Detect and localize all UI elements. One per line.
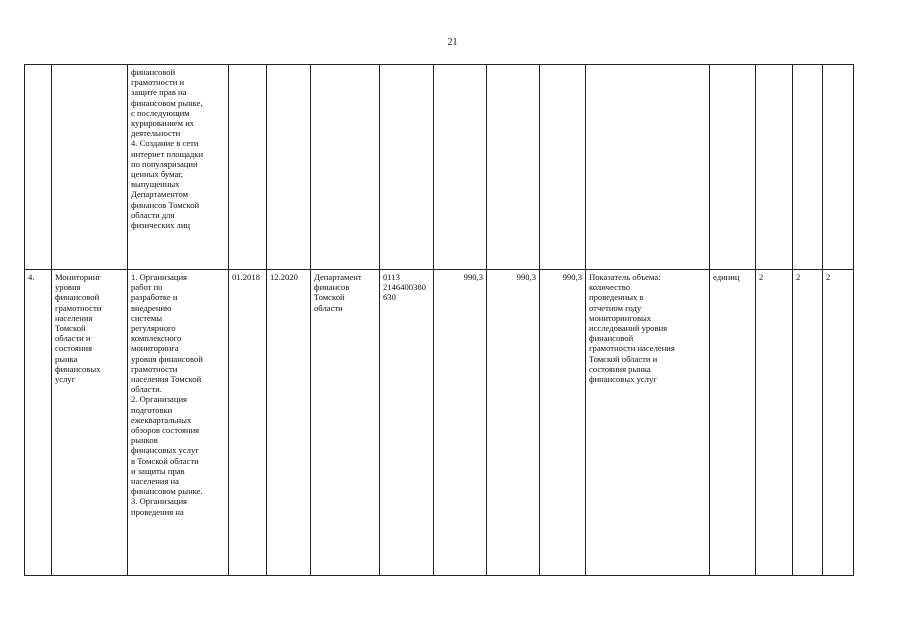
end-date-cell: 12.2020 (267, 270, 311, 576)
funding-cell (434, 65, 487, 270)
unit-cell: единиц (710, 270, 756, 576)
activity-name-cell (52, 65, 128, 270)
funding-cell: 990,3 (434, 270, 487, 576)
value-cell: 2 (756, 270, 793, 576)
activity-name-cell: Мониторинг уровня финансовой грамотности населения Томской области и состояния рынка финансовых услуг (52, 270, 128, 576)
indicator-cell (586, 65, 710, 270)
value-cell (756, 65, 793, 270)
budget-code-cell (380, 65, 434, 270)
table-row (25, 65, 854, 270)
value-cell: 2 (823, 270, 854, 576)
value-cell (823, 65, 854, 270)
indicator-cell: Показатель объема: количество проведенных в отчетном году мониторинговых исследований уровня финансовой грамотности населения Томской области и состояния рынка финансовых услуг (586, 270, 710, 576)
activity-description-cell: 1. Организация работ по разработке и внедрению системы регулярного комплексного мониторинга уровня финансовой грамотности населения Томской области. 2. Организация подготовки ежеквартальных обзоров состояния рынков финансовых услуг в Томской области и защиты прав населения на финансовом рынке. 3. Организация проведения на (128, 270, 229, 576)
funding-cell (487, 65, 540, 270)
table-row (25, 270, 854, 576)
start-date-cell: 01.2018 (229, 270, 267, 576)
funding-cell: 990,3 (540, 270, 586, 576)
executor-cell: Департамент финансов Томской области (311, 270, 380, 576)
unit-cell (710, 65, 756, 270)
program-activities-table (24, 64, 854, 576)
value-cell (793, 65, 823, 270)
budget-code-cell: 0113 2146400380 630 (380, 270, 434, 576)
funding-cell: 990,3 (487, 270, 540, 576)
page-number: 21 (447, 37, 458, 48)
executor-cell (311, 65, 380, 270)
end-date-cell (267, 65, 311, 270)
start-date-cell (229, 65, 267, 270)
row-number-cell (25, 65, 52, 270)
funding-cell (540, 65, 586, 270)
row-number-cell: 4. (25, 270, 52, 576)
value-cell: 2 (793, 270, 823, 576)
activity-description-cell: финансовой грамотности и защите прав на финансовом рынке, с последующим курированием их деятельности 4. Создание в сети интернет площадки по популяризации ценных бумаг, выпущенных Департаментом финансов Томской области для физических лиц (128, 65, 229, 270)
